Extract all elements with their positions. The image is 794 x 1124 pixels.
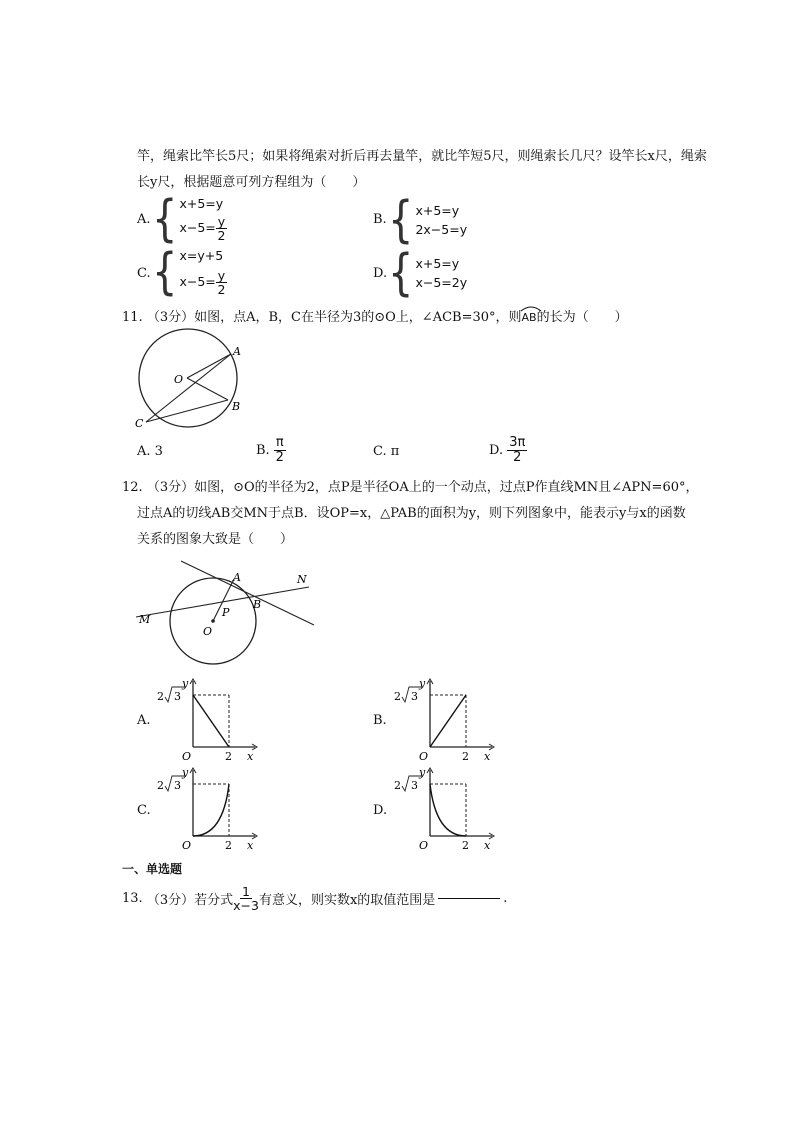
y-axis-label: y bbox=[419, 766, 426, 779]
q11-option-a bbox=[137, 444, 163, 459]
section-heading: 一、单选题 bbox=[122, 862, 183, 876]
q10-c-eq2-left: x−5= bbox=[179, 274, 216, 289]
label-a: A bbox=[233, 345, 241, 358]
q11-text-before: （3分）如图，点A，B，C在半径为3的⊙O上，∠ACB=30°，则 bbox=[146, 310, 522, 325]
brace-icon: { bbox=[152, 190, 178, 248]
q11-option-b-frac bbox=[274, 436, 286, 465]
y-axis-label: y bbox=[182, 766, 189, 779]
segment-ob bbox=[187, 378, 228, 400]
q12-stem-line1 bbox=[122, 476, 698, 495]
y-tick-radicand: 3 bbox=[411, 690, 418, 703]
q11-option-b bbox=[256, 436, 286, 465]
q11-number: 11. bbox=[122, 310, 143, 325]
q12-graph-d bbox=[392, 764, 497, 854]
function-curve bbox=[430, 695, 466, 747]
function-curve bbox=[193, 695, 229, 747]
q10-a-frac bbox=[216, 215, 227, 242]
x-tick-label: 2 bbox=[225, 750, 232, 763]
q10-b-eq1: x+5=y bbox=[415, 203, 460, 218]
y-tick-coef: 2 bbox=[394, 690, 401, 703]
q10-option-c-label: C. bbox=[137, 266, 151, 281]
x-tick-label: 2 bbox=[462, 750, 469, 763]
q12-option-b-label: B. bbox=[373, 713, 387, 728]
q12-option-a-label: A. bbox=[137, 713, 151, 728]
q10-option-d-system bbox=[388, 244, 468, 302]
q11-option-c-label: C. bbox=[373, 444, 387, 459]
q12-text-line1: （3分）如图，⊙O的半径为2，点P是半径OA上的一个动点，过点P作直线MN且∠APN=60°， bbox=[146, 480, 699, 495]
q11-option-a-value: 3 bbox=[154, 444, 163, 459]
brace-icon: { bbox=[152, 243, 178, 301]
q10-c-frac-num: y bbox=[217, 268, 226, 283]
q11-option-d bbox=[489, 436, 527, 465]
q10-a-eq1: x+5=y bbox=[179, 196, 224, 211]
q13-number: 13. bbox=[122, 891, 143, 906]
q12-graph-b bbox=[392, 675, 497, 765]
arc-icon bbox=[520, 306, 542, 312]
q10-option-c-system bbox=[152, 243, 227, 301]
q10-a-frac-den: 2 bbox=[217, 228, 226, 243]
q10-c-frac-den: 2 bbox=[217, 282, 226, 297]
q12-graph-c bbox=[155, 764, 260, 854]
q10-a-eq2 bbox=[179, 215, 227, 242]
q13-text-before: （3分）若分式 bbox=[146, 893, 234, 908]
q10-a-eq2-left: x−5= bbox=[179, 220, 216, 235]
label-b: B bbox=[253, 598, 262, 611]
q11-arc-label: AB bbox=[521, 311, 537, 324]
origin-label: O bbox=[182, 839, 192, 852]
q10-option-a-label: A. bbox=[137, 212, 151, 227]
q11-option-b-den: 2 bbox=[275, 450, 284, 465]
segment-oa bbox=[187, 354, 231, 378]
q11-stem bbox=[122, 306, 628, 325]
q13-stem bbox=[122, 885, 507, 912]
y-axis-label: y bbox=[182, 677, 189, 690]
label-o: O bbox=[174, 373, 184, 386]
q13-frac-num: 1 bbox=[242, 884, 250, 899]
y-axis-label: y bbox=[419, 677, 426, 690]
q11-circle-figure bbox=[130, 326, 250, 430]
q10-option-d-label: D. bbox=[373, 266, 388, 281]
q11-option-d-frac bbox=[507, 436, 527, 465]
q12-tangent-figure bbox=[134, 557, 318, 665]
q11-option-a-label: A. bbox=[137, 444, 151, 459]
q11-option-d-num: 3π bbox=[509, 435, 526, 450]
q12-option-d-label: D. bbox=[373, 803, 388, 818]
label-b: B bbox=[232, 400, 241, 413]
q12-option-c-label: C. bbox=[137, 803, 151, 818]
q11-option-b-label: B. bbox=[256, 443, 270, 458]
q12-graph-a bbox=[155, 675, 260, 765]
y-tick-coef: 2 bbox=[157, 690, 164, 703]
y-tick-coef: 2 bbox=[157, 779, 164, 792]
label-p: P bbox=[222, 606, 230, 619]
origin-label: O bbox=[419, 750, 429, 763]
origin-label: O bbox=[419, 839, 429, 852]
q13-frac-den: x−3 bbox=[233, 898, 259, 913]
q10-c-eq2 bbox=[179, 269, 227, 296]
y-tick-coef: 2 bbox=[394, 779, 401, 792]
y-tick-radicand: 3 bbox=[411, 779, 418, 792]
q12-text-line3: 关系的图象大致是（ ） bbox=[137, 532, 294, 547]
x-axis-label: x bbox=[247, 839, 254, 852]
q11-arc bbox=[522, 309, 537, 324]
segment-ca bbox=[146, 354, 231, 422]
tangent-ab bbox=[181, 561, 314, 625]
q11-option-b-num: π bbox=[275, 435, 284, 450]
label-o: O bbox=[203, 625, 213, 638]
q11-option-d-label: D. bbox=[489, 443, 504, 458]
q13-end: . bbox=[503, 891, 508, 906]
q10-a-frac-num: y bbox=[217, 214, 226, 229]
q13-fraction bbox=[233, 885, 259, 912]
q10-c-eq1: x=y+5 bbox=[179, 248, 224, 263]
x-tick-label: 2 bbox=[225, 839, 232, 852]
q11-option-c-value: π bbox=[390, 444, 400, 459]
x-axis-label: x bbox=[247, 750, 254, 763]
label-c: C bbox=[135, 417, 144, 430]
q12-number: 12. bbox=[122, 480, 143, 495]
function-curve bbox=[430, 784, 466, 836]
x-axis-label: x bbox=[484, 839, 491, 852]
label-m: M bbox=[139, 613, 151, 626]
q10-option-a-system bbox=[152, 190, 227, 248]
y-tick-radicand: 3 bbox=[174, 779, 181, 792]
q10-c-frac bbox=[216, 269, 227, 296]
origin-label: O bbox=[182, 750, 192, 763]
y-tick-radicand: 3 bbox=[174, 690, 181, 703]
brace-icon: { bbox=[388, 191, 414, 249]
q10-d-eq2: x−5=2y bbox=[415, 275, 468, 290]
q13-text-after: 有意义，则实数x的取值范围是 bbox=[258, 893, 436, 908]
brace-icon: { bbox=[388, 244, 414, 302]
q10-option-b-label: B. bbox=[373, 212, 387, 227]
q11-option-d-den: 2 bbox=[513, 450, 522, 465]
label-n: N bbox=[297, 573, 307, 586]
q12-text-line2: 过点A的切线AB交MN于点B．设OP=x，△PAB的面积为y，则下列图象中，能表示y与x的函数 bbox=[137, 506, 686, 521]
center-point-o bbox=[211, 619, 215, 623]
answer-blank[interactable] bbox=[438, 898, 500, 899]
q10-b-eq2: 2x−5=y bbox=[415, 222, 468, 237]
q10-d-eq1: x+5=y bbox=[415, 256, 460, 271]
q10-text-line2: 长y尺，根据题意可列方程组为（ ） bbox=[137, 175, 366, 190]
q11-text-after: 的长为（ ） bbox=[536, 310, 628, 325]
q10-option-b-system bbox=[388, 191, 468, 249]
function-curve bbox=[193, 784, 229, 836]
q11-option-c bbox=[373, 444, 399, 459]
q10-text-line1: 竿，绳索比竿长5尺；如果将绳索对折后再去量竿，就比竿短5尺，则绳索长几尺？设竿长x尺，绳索 bbox=[137, 149, 707, 164]
x-axis-label: x bbox=[484, 750, 491, 763]
label-a: A bbox=[233, 571, 241, 584]
x-tick-label: 2 bbox=[462, 839, 469, 852]
